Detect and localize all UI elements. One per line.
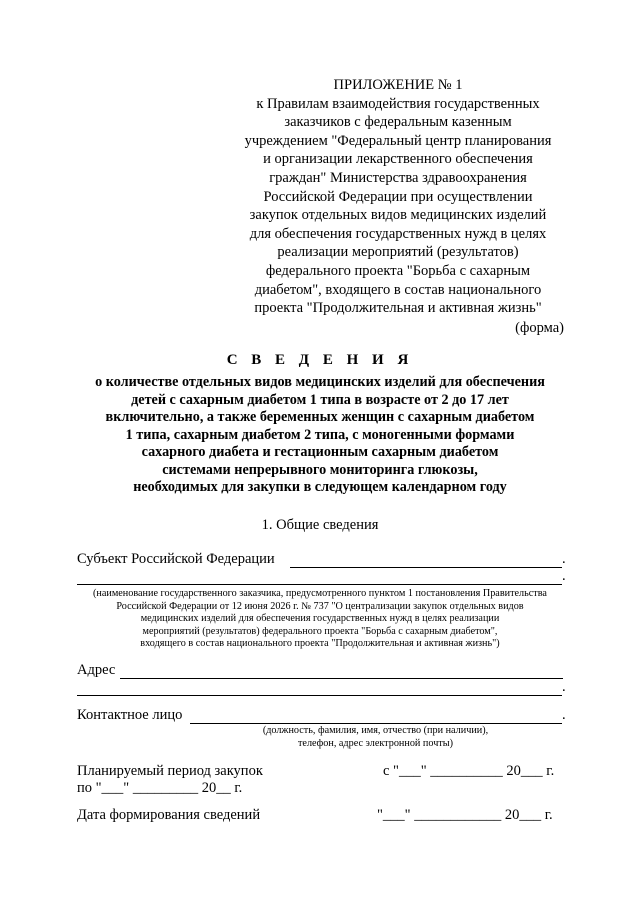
date-label: Дата формирования сведений (77, 807, 261, 823)
appendix-line: федерального проекта "Борьба с сахарным (265, 262, 531, 279)
customer-input-line[interactable] (77, 584, 562, 585)
subtitle-line: 1 типа, сахарным диабетом 2 типа, с моногенными формами (125, 426, 515, 443)
customer-period: . (562, 568, 566, 584)
appendix-line: и организации лекарственного обеспечения (263, 151, 533, 168)
appendix-line: проекта "Продолжительная и активная жизнь" (254, 300, 542, 317)
subtitle-line: детей с сахарным диабетом 1 типа в возрасте от 2 до 17 лет (131, 391, 509, 408)
contact-period: . (562, 707, 566, 723)
note-line: входящего в состав национального проекта "Продолжительная и активная жизнь") (140, 638, 500, 650)
subtitle-line: необходимых для закупки в следующем календарном году (133, 479, 507, 495)
address-label: Адрес (77, 662, 116, 678)
appendix-line: ПРИЛОЖЕНИЕ № 1 (333, 77, 463, 93)
subtitle-line: включительно, а также беременных женщин с сахарным диабетом (105, 409, 535, 425)
appendix-line: для обеспечения государственных нужд в целях (249, 225, 547, 242)
section-heading: 1. Общие сведения (261, 517, 379, 533)
subject-input-line[interactable] (290, 567, 562, 568)
appendix-header (238, 76, 558, 318)
appendix-line: заказчиков с федеральным казенным (284, 114, 512, 131)
appendix-line: реализации мероприятий (результатов) (277, 244, 519, 261)
period-to[interactable]: по "___" _________ 20__ г. (77, 780, 243, 796)
subtitle-line: системами непрерывного мониторинга глюкозы, (162, 461, 478, 478)
note-line: телефон, адрес электронной почты) (297, 738, 454, 749)
address-input-line-2[interactable] (77, 695, 562, 696)
period-from[interactable]: с "___" __________ 20___ г. (383, 763, 555, 779)
appendix-line: закупок отдельных видов медицинских изделий (249, 207, 547, 224)
subtitle-line: сахарного диабета и гестационным сахарным диабетом (141, 444, 499, 460)
subject-period: . (562, 551, 566, 567)
note-line: (наименование государственного заказчика, предусмотренного пунктом 1 постановления Правительства (93, 588, 547, 599)
period-label: Планируемый период закупок (77, 763, 263, 779)
date-value[interactable]: "___" ____________ 20___ г. (377, 807, 553, 823)
document-title: С В Е Д Е Н И Я (226, 352, 414, 368)
appendix-line: Российской Федерации при осуществлении (263, 188, 533, 205)
subject-label: Субъект Российской Федерации (77, 551, 275, 567)
appendix-line: граждан" Министерства здравоохранения (269, 169, 527, 186)
note-line: (должность, фамилия, имя, отчество (при наличии), (262, 725, 489, 736)
note-line: мероприятий (результатов) федерального проекта "Борьба с сахарным диабетом", (142, 625, 498, 637)
appendix-line: диабетом", входящего в состав национального (254, 281, 542, 298)
contact-label: Контактное лицо (77, 707, 183, 723)
appendix-line: учреждением "Федеральный центр планирования (244, 132, 552, 149)
note-line: Российской Федерации от 12 июня 2026 г. № 737 "О централизации закупок отдельных видов (116, 600, 524, 612)
form-label: (форма) (515, 320, 564, 336)
customer-note (77, 588, 563, 651)
address-period: . (562, 679, 566, 695)
document-subtitle (0, 374, 640, 497)
appendix-line: к Правилам взаимодействия государственных (256, 95, 540, 112)
address-input-line[interactable] (120, 678, 563, 679)
note-line: медицинских изделий для обеспечения государственных нужд в целях реализации (140, 613, 500, 625)
subtitle-line: о количестве отдельных видов медицинских изделий для обеспечения (95, 374, 545, 390)
contact-note (188, 724, 563, 750)
